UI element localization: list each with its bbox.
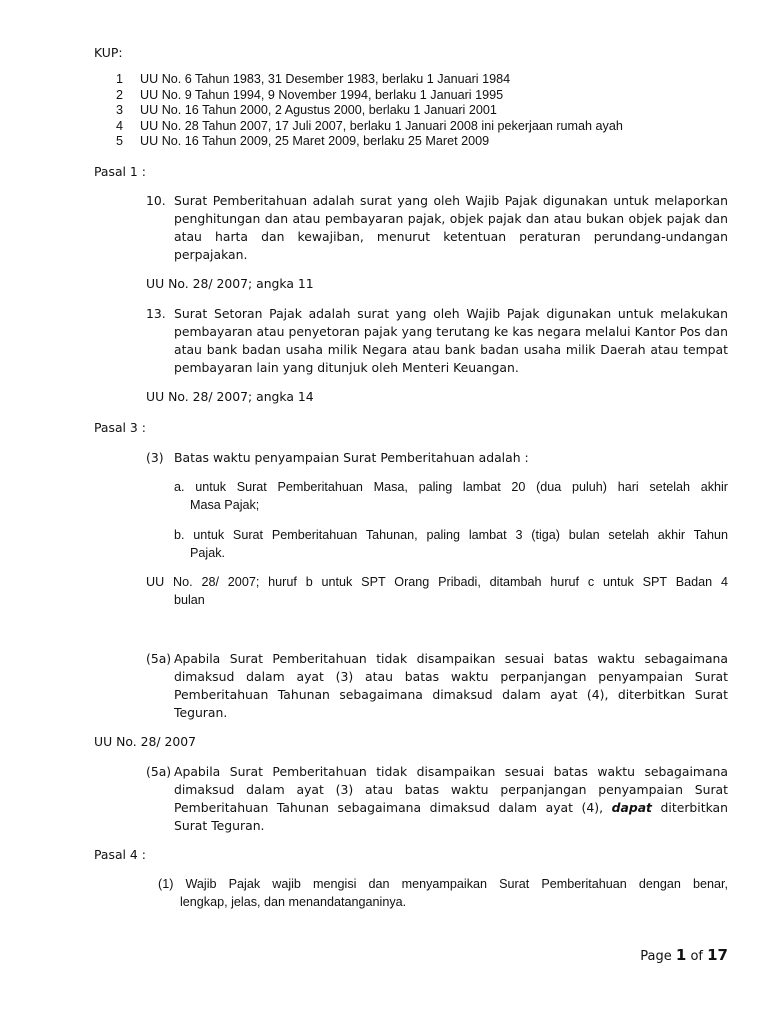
item-text-before: Apabila Surat Pemberitahuan tidak disampaikan sesuai batas waktu sebagaimana dimaksud dalam ayat (3) atau batas waktu perpanjangan penyampaian Surat Pemberitahuan Tahunan sebagaimana dimaksud dalam ayat (4), xyxy=(174,764,728,815)
pasal-1-reference-1: UU No. 28/ 2007; angka 11 xyxy=(146,276,314,291)
sub-b-continuation: Pajak. xyxy=(190,546,226,560)
item-text: Surat Pemberitahuan adalah surat yang oleh Wajib Pajak digunakan untuk melaporkan penghitungan dan atau pembayaran pajak, objek pajak dan atau bukan objek pajak dan atau harta dan kewajiban, menurut ketentuan peraturan perundang-undangan perpajakan. xyxy=(174,193,728,262)
item-text xyxy=(174,763,728,835)
page-footer xyxy=(640,946,728,966)
item-label: (5a) xyxy=(146,764,172,779)
item-1-first-line: (1) Wajib Pajak wajib mengisi dan menyampaikan Surat Pemberitahuan dengan benar, xyxy=(158,877,728,891)
emphasis-dapat: dapat xyxy=(611,800,652,815)
ref3-continuation: bulan xyxy=(174,593,205,607)
pasal-4-item-1 xyxy=(158,875,728,911)
ref3-first-line: UU No. 28/ 2007; huruf b untuk SPT Orang Pribadi, ditambah huruf c untuk SPT Badan 4 xyxy=(146,575,728,589)
pasal-3-reference-4: UU No. 28/ 2007 xyxy=(94,734,196,749)
item-1-continuation: lengkap, jelas, dan menandatanganinya. xyxy=(180,895,407,909)
page-number: 1 xyxy=(675,946,687,964)
law-number: 5 xyxy=(116,134,124,149)
pasal-1-title: Pasal 1 : xyxy=(94,164,146,179)
law-item xyxy=(116,119,623,135)
heading-kup: KUP: xyxy=(94,45,123,60)
item-label: (3) xyxy=(146,450,164,465)
law-number: 2 xyxy=(116,87,124,102)
page-total: 17 xyxy=(707,946,728,964)
pasal-3-title: Pasal 3 : xyxy=(94,420,146,435)
pasal-3-sub-a xyxy=(174,478,728,514)
item-text: Apabila Surat Pemberitahuan tidak disampaikan sesuai batas waktu sebagaimana dimaksud dalam ayat (3) atau batas waktu perpanjangan penyampaian Surat Pemberitahuan Tahunan sebagaimana dimaksud dalam ayat (4), diterbitkan Surat Teguran. xyxy=(174,651,728,720)
item-text: Batas waktu penyampaian Surat Pemberitahuan adalah : xyxy=(174,450,529,465)
item-label: 13. xyxy=(146,306,166,321)
law-text: UU No. 9 Tahun 1994, 9 November 1994, berlaku 1 Januari 1995 xyxy=(140,87,504,102)
law-list xyxy=(116,72,623,150)
sub-a-continuation: Masa Pajak; xyxy=(190,498,260,512)
law-number: 4 xyxy=(116,118,124,133)
pasal-3-item-3 xyxy=(146,449,728,467)
pasal-1-item-13 xyxy=(146,305,728,377)
law-text: UU No. 16 Tahun 2000, 2 Agustus 2000, berlaku 1 Januari 2001 xyxy=(140,103,497,118)
law-text: UU No. 28 Tahun 2007, 17 Juli 2007, berlaku 1 Januari 2008 ini pekerjaan rumah ayah xyxy=(140,118,623,133)
pasal-1-reference-2: UU No. 28/ 2007; angka 14 xyxy=(146,389,314,404)
pasal-1-item-10 xyxy=(146,192,728,264)
item-text-after: diterbitkan Surat Teguran. xyxy=(174,800,728,833)
item-text: Surat Setoran Pajak adalah surat yang oleh Wajib Pajak digunakan untuk melakukan pembayaran atau penyetoran pajak yang terutang ke kas negara melalui Kantor Pos dan atau bank badan usaha milik Negara atau bank badan usaha milik Daerah atau tempat pembayaran lain yang ditunjuk oleh Menteri Keuangan. xyxy=(174,306,728,375)
law-number: 1 xyxy=(116,72,124,86)
page-word: Page xyxy=(640,949,672,964)
pasal-3-sub-b xyxy=(174,526,728,562)
sub-a-first-line: a. untuk Surat Pemberitahuan Masa, paling lambat 20 (dua puluh) hari setelah akhir xyxy=(174,480,728,494)
pasal-3-item-5a-revised xyxy=(146,763,728,835)
of-word: of xyxy=(690,949,703,964)
sub-b-first-line: b. untuk Surat Pemberitahuan Tahunan, paling lambat 3 (tiga) bulan setelah akhir Tahun xyxy=(174,528,728,542)
pasal-4-title: Pasal 4 : xyxy=(94,847,146,862)
law-number: 3 xyxy=(116,103,124,118)
law-item xyxy=(116,72,623,88)
law-item xyxy=(116,88,623,104)
pasal-3-reference-3 xyxy=(146,573,728,609)
law-item xyxy=(116,103,623,119)
law-item xyxy=(116,134,623,150)
pasal-3-item-5a xyxy=(146,650,728,722)
law-text: UU No. 6 Tahun 1983, 31 Desember 1983, berlaku 1 Januari 1984 xyxy=(140,72,511,86)
law-text: UU No. 16 Tahun 2009, 25 Maret 2009, berlaku 25 Maret 2009 xyxy=(140,134,490,149)
item-label: 10. xyxy=(146,193,166,208)
item-label: (5a) xyxy=(146,651,172,666)
